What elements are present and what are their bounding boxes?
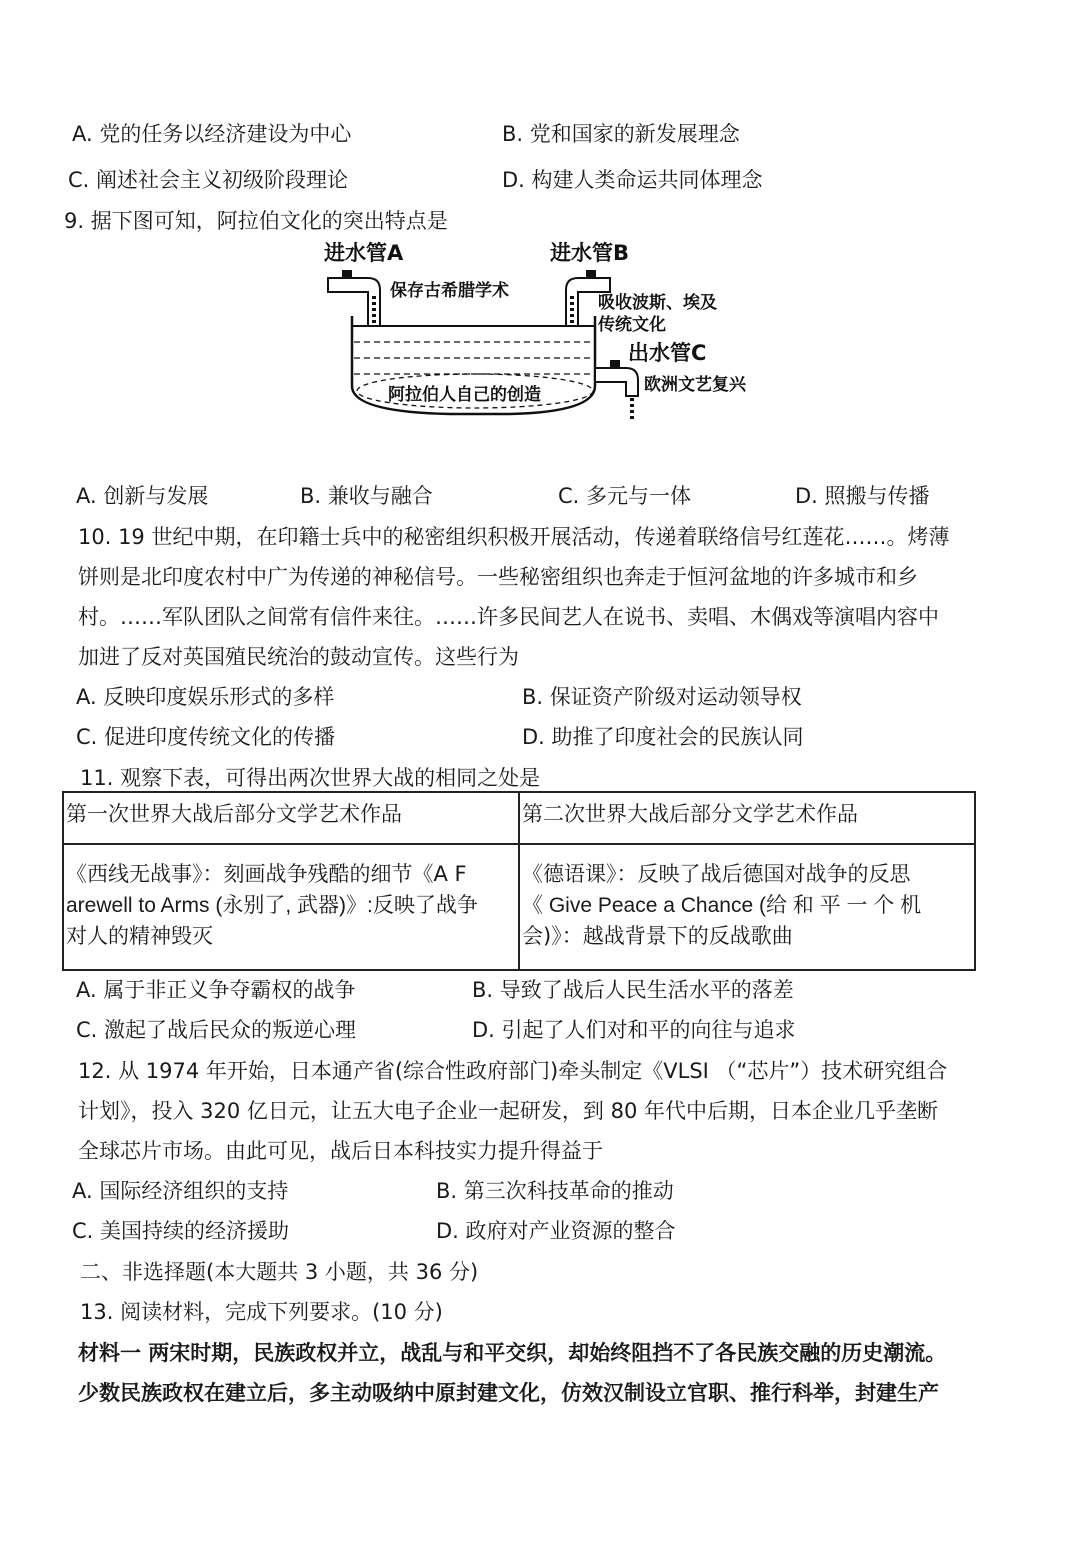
q9-stem: 9. 据下图可知，阿拉伯文化的突出特点是 xyxy=(64,209,448,233)
ww1-work-line-2: arewell to Arms (永别了, 武器)》:反映了战争 xyxy=(66,894,478,917)
q11-stem: 11. 观察下表，可得出两次世界大战的相同之处是 xyxy=(80,766,541,790)
q10-line-3: 村。……军队团队之间常有信件来往。……许多民间艺人在说书、卖唱、木偶戏等演唱内容中 xyxy=(78,605,939,629)
q12-option-c: C. 美国持续的经济援助 xyxy=(72,1219,290,1243)
ww1-work-line-1: 《西线无战事》：刻画战争残酷的细节《A F xyxy=(66,862,467,886)
q10-line-1: 10. 19 世纪中期，在印籍士兵中的秘密组织积极开展活动，传递着联络信号红莲花……。烤薄 xyxy=(78,525,950,549)
outlet-c-note: 欧洲文艺复兴 xyxy=(644,375,746,395)
q12-line-1: 12. 从 1974 年开始，日本通产省(综合性政府部门)牵头制定《VLSI （“芯片”）技术研究组合 xyxy=(78,1059,948,1083)
outlet-pipe-c xyxy=(595,360,638,422)
table-header-ww1: 第一次世界大战后部分文学艺术作品 xyxy=(63,792,519,844)
q11-option-c: C. 激起了战后民众的叛逆心理 xyxy=(76,1018,357,1042)
inlet-a-label: 进水管A xyxy=(324,241,404,265)
q12-line-3: 全球芯片市场。由此可见，战后日本科技实力提升得益于 xyxy=(78,1139,603,1163)
ww2-work-line-1: 《德语课》：反映了战后德国对战争的反思 xyxy=(522,862,911,886)
q12-option-b: B. 第三次科技革命的推动 xyxy=(436,1179,674,1203)
inlet-b-label: 进水管B xyxy=(550,241,630,265)
q9-option-b: B. 兼收与融合 xyxy=(300,484,433,508)
q9-option-d: D. 照搬与传播 xyxy=(795,484,930,508)
table-cell-ww2 xyxy=(519,844,975,970)
q13-material-line-1: 材料一 两宋时期，民族政权并立，战乱与和平交织，却始终阻挡不了各民族交融的历史潮流。 xyxy=(78,1340,947,1365)
section-heading: 二、非选择题(本大题共 3 小题，共 36 分) xyxy=(80,1260,479,1284)
q10-line-2: 饼则是北印度农村中广为传递的神秘信号。一些秘密组织也奔走于恒河盆地的许多城市和乡 xyxy=(78,565,918,589)
q10-option-b: B. 保证资产阶级对运动领导权 xyxy=(522,685,802,709)
q9-option-a: A. 创新与发展 xyxy=(76,484,209,508)
inlet-a-note: 保存古希腊学术 xyxy=(390,281,509,301)
q10-option-d: D. 助推了印度社会的民族认同 xyxy=(522,725,804,749)
ww1-work-line-3: 对人的精神毁灭 xyxy=(66,924,213,948)
q10-option-a: A. 反映印度娱乐形式的多样 xyxy=(76,685,335,709)
table-row xyxy=(63,844,975,970)
inlet-pipe-a xyxy=(328,270,380,326)
q11-option-a: A. 属于非正义争夺霸权的战争 xyxy=(76,978,356,1002)
ww2-work-line-2: 《 Give Peace a Chance (给 和 平 一 个 机 xyxy=(522,894,922,917)
q11-option-b: B. 导致了战后人民生活水平的落差 xyxy=(472,978,794,1002)
q12-option-d: D. 政府对产业资源的整合 xyxy=(436,1219,676,1243)
q10-line-4: 加进了反对英国殖民统治的鼓动宣传。这些行为 xyxy=(78,645,519,669)
q13-stem: 13. 阅读材料，完成下列要求。(10 分) xyxy=(80,1300,443,1324)
q8-option-d: D. 构建人类命运共同体理念 xyxy=(502,168,763,192)
q12-line-2: 计划》，投入 320 亿日元，让五大电子企业一起研发，到 80 年代中后期，日本企业几乎垄断 xyxy=(78,1099,939,1123)
q8-option-a: A. 党的任务以经济建设为中心 xyxy=(72,122,352,146)
inlet-b-note-2: 传统文化 xyxy=(598,315,666,335)
q11-option-d: D. 引起了人们对和平的向往与追求 xyxy=(472,1018,796,1042)
ww2-work-line-3: 会)》：越战背景下的反战歌曲 xyxy=(522,924,793,948)
q8-option-c: C. 阐述社会主义初级阶段理论 xyxy=(68,168,349,192)
table-cell-ww1 xyxy=(63,844,519,970)
outlet-c-label: 出水管C xyxy=(628,341,707,365)
table-header-ww2: 第二次世界大战后部分文学艺术作品 xyxy=(519,792,975,844)
ww-literature-table xyxy=(62,791,976,971)
q12-option-a: A. 国际经济组织的支持 xyxy=(72,1179,289,1203)
tank-label: 阿拉伯人自己的创造 xyxy=(388,385,541,405)
q9-option-c: C. 多元与一体 xyxy=(558,484,692,508)
table-header-row xyxy=(63,792,975,844)
q10-option-c: C. 促进印度传统文化的传播 xyxy=(76,725,336,749)
q13-material-line-2: 少数民族政权在建立后，多主动吸纳中原封建文化，仿效汉制设立官职、推行科举，封建生产 xyxy=(78,1380,939,1405)
q8-option-b: B. 党和国家的新发展理念 xyxy=(502,122,740,146)
arab-culture-water-tank-diagram xyxy=(310,236,780,436)
inlet-b-note-1: 吸收波斯、埃及 xyxy=(598,293,717,313)
